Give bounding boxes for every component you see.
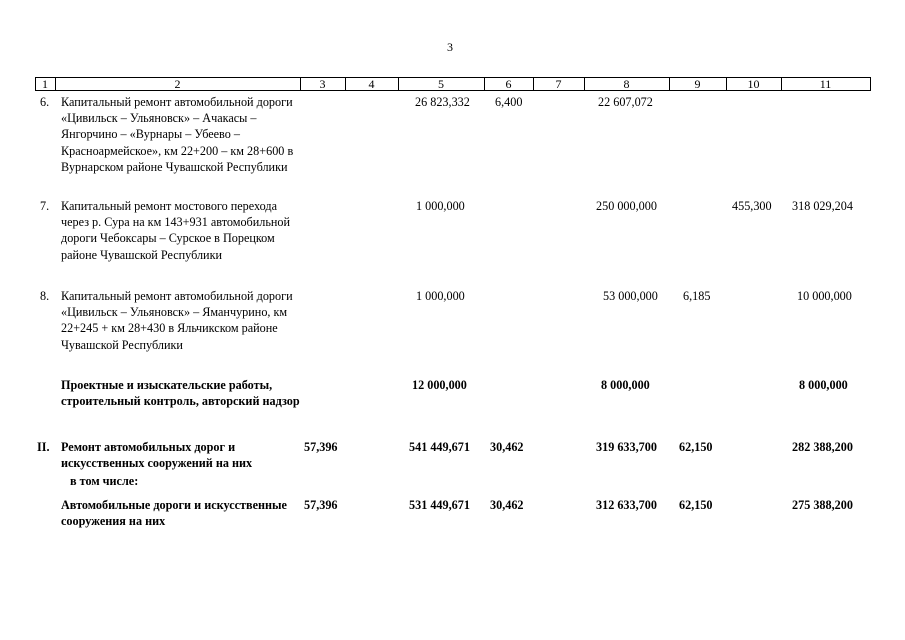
- col-header-11: 11: [819, 77, 832, 91]
- row-description: Капитальный ремонт автомобильной дороги «Цивильск – Ульяновск» – Яманчурино, км 22+245 + км 28+430 в Яльчикском районе Чувашской Республики: [61, 289, 293, 352]
- row-description: Ремонт автомобильных дорог и искусственных сооружений на них: [61, 440, 253, 471]
- cell-col5: 1 000,000: [416, 289, 465, 303]
- cell-col5: 12 000,000: [412, 378, 467, 392]
- row-description: Капитальный ремонт мостового перехода через р. Сура на км 143+931 автомобильной дороги Чебоксары – Сурское в Порецком районе Чувашской Республики: [61, 199, 291, 262]
- cell-col8: 250 000,000: [596, 199, 657, 213]
- cell-col5: 541 449,671: [409, 440, 470, 454]
- row-number: 6.: [40, 95, 50, 109]
- row-description: Автомобильные дороги и искусственные сооружения на них: [61, 498, 287, 529]
- col-header-1: 1: [42, 77, 48, 91]
- row-number: 8.: [40, 289, 50, 303]
- cell-col6: 30,462: [490, 498, 524, 512]
- cell-col5: 1 000,000: [416, 199, 465, 213]
- cell-col3: 57,396: [304, 440, 338, 454]
- col-header-3: 3: [319, 77, 326, 91]
- cell-col11: 275 388,200: [792, 498, 853, 512]
- cell-col11: 318 029,204: [792, 199, 853, 213]
- cell-col6: 30,462: [490, 440, 524, 454]
- cell-col11: 8 000,000: [799, 378, 848, 392]
- row-description: Проектные и изыскательские работы, строительный контроль, авторский надзор: [61, 378, 300, 409]
- cell-col11: 10 000,000: [797, 289, 852, 303]
- row-description: Капитальный ремонт автомобильной дороги «Цивильск – Ульяновск» – Ачакасы – Янгорчино – «Вурнары – Убеево – Красноармейское», км 22+200 – км 28+600 в Вурнарском районе Чувашской Республики: [61, 95, 294, 174]
- page-number: 3: [447, 40, 453, 54]
- cell-col8: 53 000,000: [603, 289, 658, 303]
- col-header-10: 10: [747, 77, 760, 91]
- cell-col3: 57,396: [304, 498, 338, 512]
- col-header-7: 7: [555, 77, 562, 91]
- cell-col5: 531 449,671: [409, 498, 470, 512]
- row-number: II.: [37, 440, 50, 454]
- col-header-4: 4: [368, 77, 375, 91]
- cell-col8: 22 607,072: [598, 95, 653, 109]
- cell-col8: 319 633,700: [596, 440, 657, 454]
- col-header-5: 5: [438, 77, 444, 91]
- cell-col10: 455,300: [732, 199, 772, 213]
- col-header-8: 8: [623, 77, 630, 91]
- cell-col9: 6,185: [683, 289, 711, 303]
- col-header-6: 6: [505, 77, 512, 91]
- cell-col8: 312 633,700: [596, 498, 657, 512]
- cell-col6: 6,400: [495, 95, 523, 109]
- col-header-9: 9: [694, 77, 701, 91]
- cell-col5: 26 823,332: [415, 95, 470, 109]
- cell-col11: 282 388,200: [792, 440, 853, 454]
- cell-col9: 62,150: [679, 440, 713, 454]
- col-header-2: 2: [174, 77, 181, 91]
- row-number: 7.: [40, 199, 50, 213]
- cell-col9: 62,150: [679, 498, 713, 512]
- row-subtitle: в том числе:: [70, 474, 139, 488]
- cell-col8: 8 000,000: [601, 378, 650, 392]
